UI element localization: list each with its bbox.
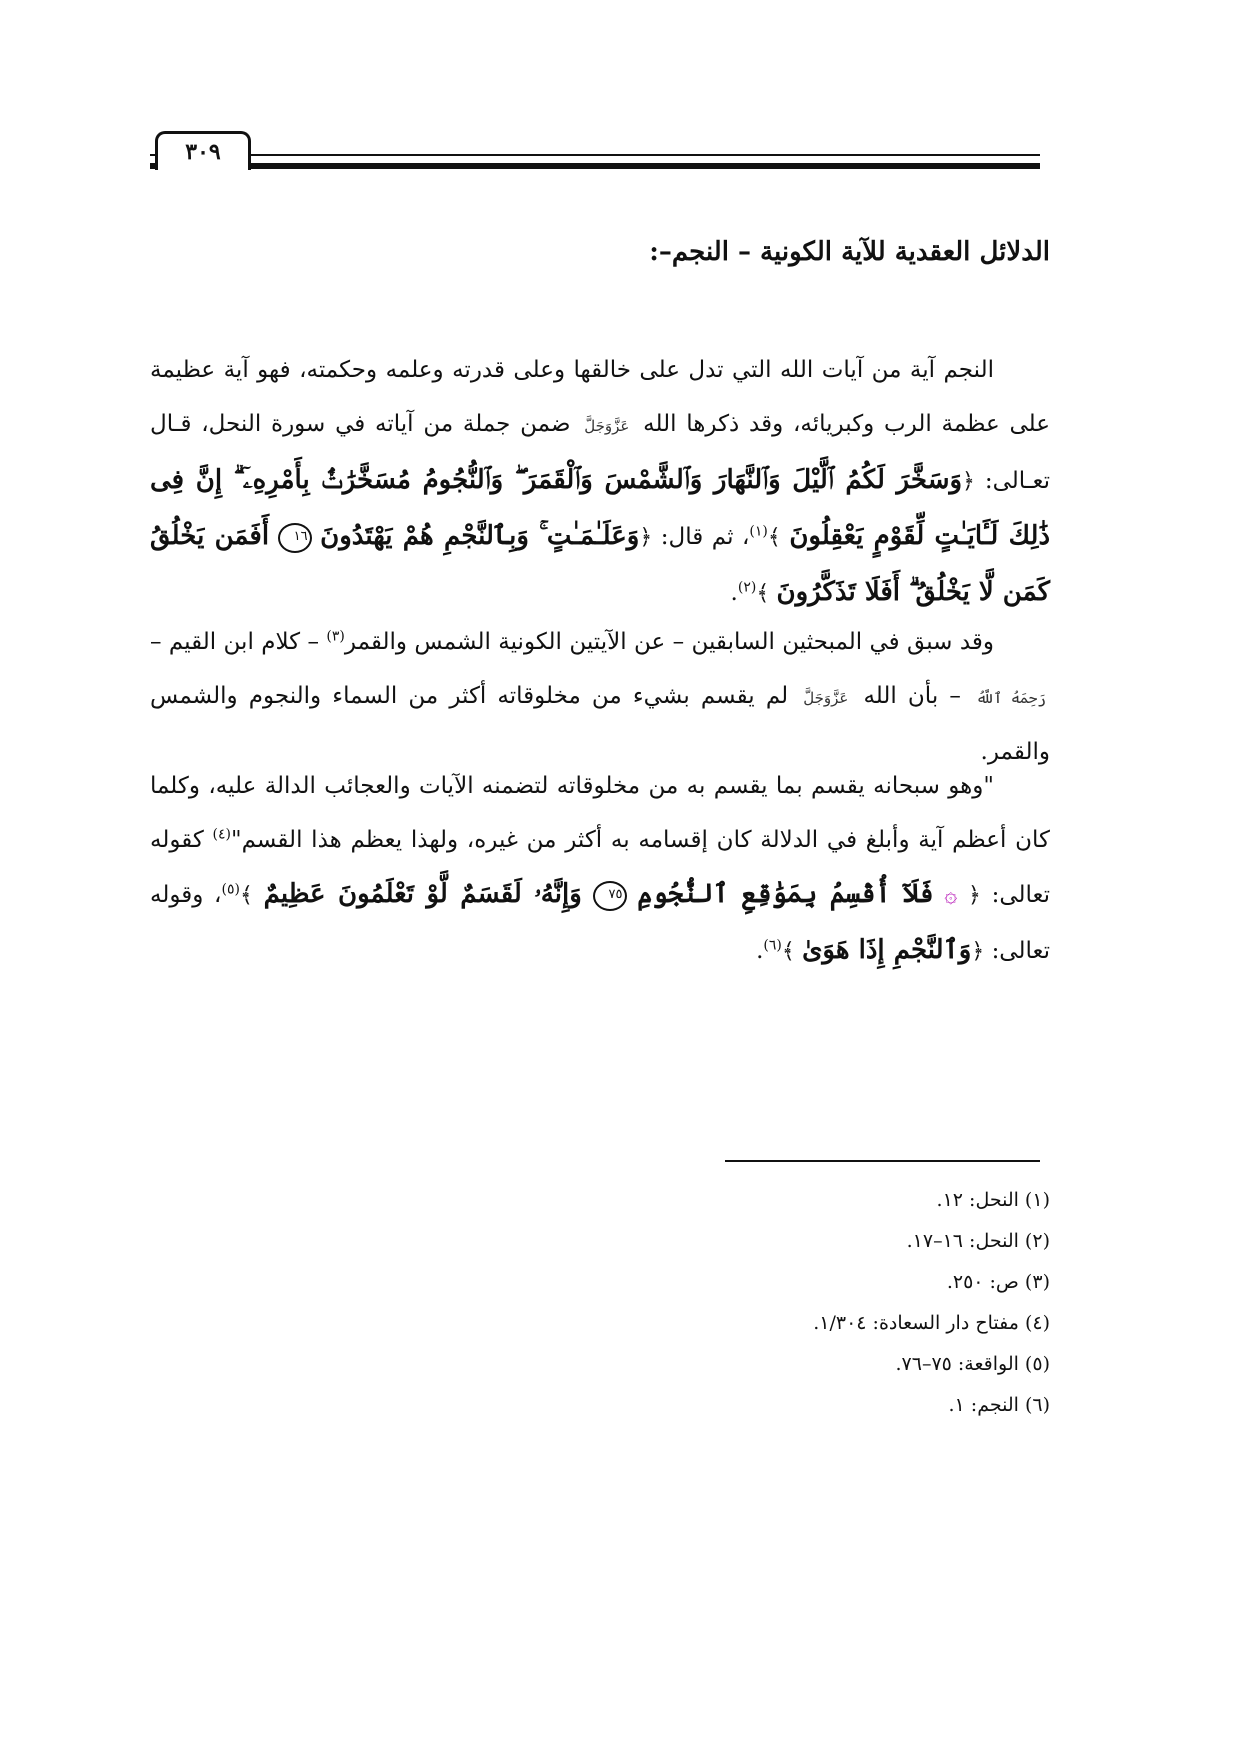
quran-verse-waqiah-75: فَلَآ أُقْسِمُ بِمَوَٰقِعِ ٱلنُّجُومِ: [637, 879, 934, 909]
header-rule-thick: [150, 163, 1040, 169]
para2-text-4: لم يقسم بشيء من مخلوقاته أكثر من السماء والنجوم والشمس والقمر.: [150, 683, 1050, 765]
quran-bracket-open: ﴿: [639, 525, 653, 550]
quran-verse-nahl-17: أَفَمَن يَخْلُقُ كَمَن لَّا يَخْلُقُ ۗ أَفَلَا تَذَكَّرُونَ: [150, 521, 1050, 607]
quran-bracket-close: ﴾: [239, 883, 253, 908]
honorific-azza-wa-jall: عَزَّوَجَلَّ: [584, 417, 630, 435]
hizb-star-icon: ۞: [944, 883, 958, 908]
footnote-separator: [725, 1160, 1040, 1162]
para1-text-4: .: [730, 580, 738, 606]
footnote-ref-6[interactable]: (٦): [763, 937, 782, 954]
para2-text-2: – كلام ابن القيم –: [150, 629, 320, 655]
page-number-text: ٣٠٩: [185, 139, 221, 165]
quran-verse-nahl-16: وَعَلَـٰمَـٰتٍ ۚ وَبِٱلنَّجْمِ هُمْ يَهْتَدُونَ: [320, 521, 640, 551]
footnote-ref-1[interactable]: (١): [749, 523, 768, 540]
page-number: [155, 131, 251, 170]
footnote-ref-3[interactable]: (٣): [326, 628, 345, 645]
para3-text-1: "وهو سبحانه يقسم بما يقسم به من مخلوقاته لتضمنه الآيات والعجائب الدالة عليه، وكلما كان أعظم آية وأبلغ في الدلالة كان إقسامه به أكثر من غيره، ولهذا يعظم هذا القسم": [150, 773, 1050, 853]
footnote-ref-2[interactable]: (٢): [737, 579, 757, 596]
footnote-item: (٦) النجم: ١.: [948, 1394, 1050, 1416]
header-rule-thin: [150, 154, 1040, 156]
section-heading: الدلائل العقدية للآية الكونية – النجم–:: [649, 237, 1050, 267]
footnote-item: (٥) الواقعة: ٧٥–٧٦.: [895, 1353, 1050, 1375]
quran-bracket-close: ﴾: [756, 581, 770, 606]
quran-verse-nahl-12: وَسَخَّرَ لَكُمُ ٱلَّيْلَ وَٱلنَّهَارَ وَٱلشَّمْسَ وَٱلْقَمَرَ ۖ وَٱلنُّجُومُ مُسَخَّرَٰتٌۢ بِأَمْرِهِۦٓ ۗ إِنَّ فِى ذَٰلِكَ لَـَٔايَـٰتٍ لِّقَوْمٍ يَعْقِلُونَ: [150, 465, 1051, 551]
quran-bracket-open: ﴿: [962, 469, 975, 494]
quran-bracket-close: ﴾: [781, 939, 795, 964]
honorific-rahimahullah: رَحِمَهُ ٱللَّهُ: [975, 689, 1047, 707]
honorific-azza-wa-jall: عَزَّوَجَلَّ: [803, 689, 849, 707]
para3-text-2: كقوله تعالى:: [150, 827, 1051, 908]
footnote-ref-4[interactable]: (٤): [212, 826, 232, 843]
footnote-item: (٣) ص: ٢٥٠.: [946, 1271, 1050, 1293]
ayah-number-marker: ١٦: [278, 523, 312, 553]
paragraph-1: [150, 343, 1050, 621]
para2-text-3: – بأن الله: [863, 683, 961, 709]
ayah-number-marker: ٧٥: [593, 881, 627, 911]
paragraph-2: [150, 615, 1050, 779]
para2-text-1: وقد سبق في المبحثين السابقين – عن الآيتين الكونية الشمس والقمر: [344, 629, 995, 655]
para1-text-1: النجم آية من آيات الله التي تدل على خالقها وعلى قدرته وعلمه وحكمته، فهو آية عظيمة على عظمة الرب وكبريائه، وقد ذكرها الله: [150, 357, 1051, 437]
para1-text-2: ضمن جملة من آياته في سورة النحل، قـال تعـالى:: [150, 411, 1050, 494]
paragraph-3: [150, 759, 1050, 979]
quran-bracket-open: ﴿: [971, 939, 985, 964]
footnote-item: (٤) مفتاح دار السعادة: ١/٣٠٤.: [813, 1312, 1050, 1334]
footnote-item: (٢) النحل: ١٦–١٧.: [906, 1230, 1050, 1252]
quran-bracket-close: ﴾: [767, 525, 781, 550]
footnote-item: (١) النحل: ١٢.: [936, 1189, 1050, 1211]
quran-verse-waqiah-76: وَإِنَّهُۥ لَقَسَمٌ لَّوْ تَعْلَمُونَ عَظِيمٌ: [263, 879, 582, 909]
para3-text-4: .: [756, 938, 764, 964]
footnote-ref-5[interactable]: (٥): [221, 881, 240, 898]
footnotes-list: [450, 1180, 1050, 1426]
para1-text-3: ، ثم قال:: [660, 524, 750, 550]
quran-verse-najm-1: وَٱلنَّجْمِ إِذَا هَوَىٰ: [802, 935, 972, 965]
para3-text-3: ، وقوله تعالى:: [150, 882, 1050, 964]
quran-bracket-open: ﴿: [967, 883, 981, 908]
